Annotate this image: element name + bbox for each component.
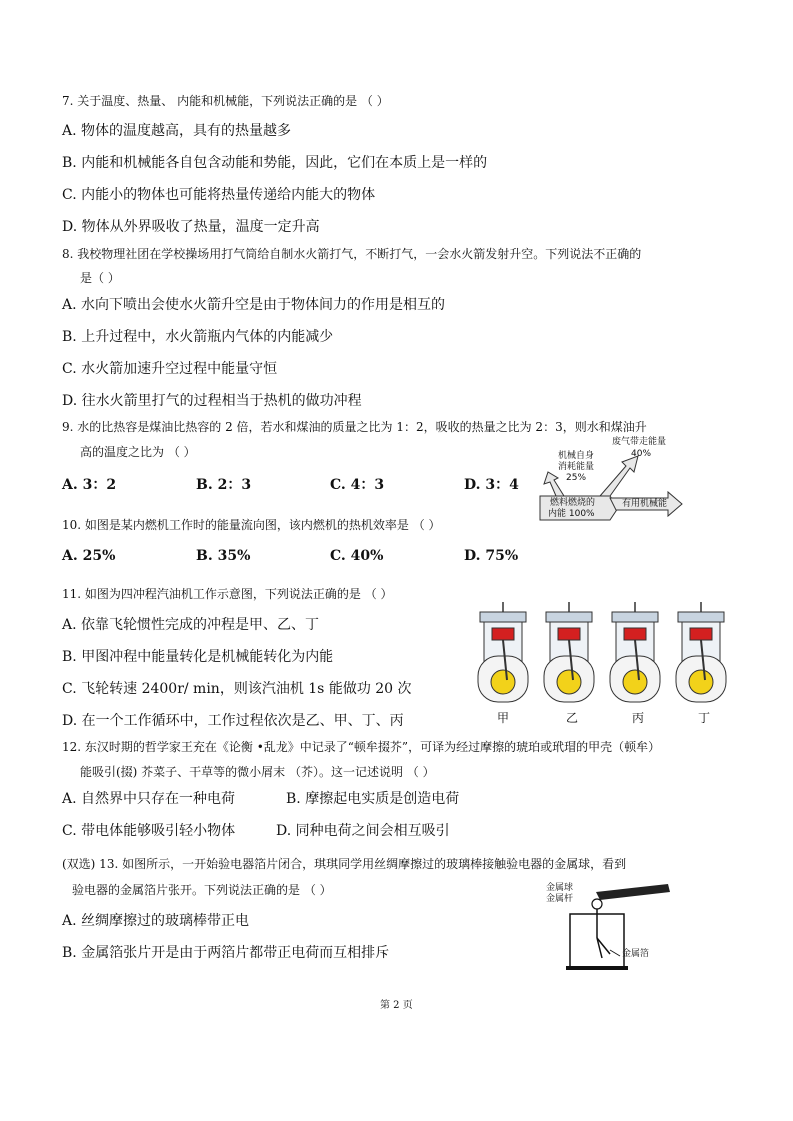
- q12-option-c: C. 带电体能够吸引轻小物体: [62, 823, 236, 839]
- q11-option-d: D. 在一个工作循环中，工作过程依次是乙、甲、丁、丙: [62, 713, 404, 729]
- engine-bing-head: [612, 612, 658, 622]
- engine-bing-flywheel: [623, 670, 647, 694]
- engine-label-ding: 丁: [698, 711, 711, 725]
- q9-stem-line1: 9. 水的比热容是煤油比热容的 2 倍，若水和煤油的质量之比为 1：2，吸收的热量之比为 2：3，则水和煤油升: [62, 420, 647, 434]
- glass-rod: [596, 884, 670, 900]
- fuel-label2: 内能 100%: [548, 509, 595, 519]
- q8-option-a: A. 水向下喷出会使水火箭升空是由于物体间力的作用是相互的: [62, 297, 446, 313]
- q10-option-c: C. 40%: [330, 548, 384, 564]
- exhaust-label: 废气带走能量: [612, 437, 667, 447]
- page-footer: 第 2 页: [380, 1000, 413, 1011]
- engine-cylinders: [470, 600, 735, 708]
- q10-stem: 10. 如图是某内燃机工作时的能量流向图，该内燃机的热机效率是 （ ）: [62, 518, 441, 532]
- engine-yi-flywheel: [557, 670, 581, 694]
- engine-ding-flywheel: [689, 670, 713, 694]
- exhaust-percent: 40%: [631, 449, 652, 459]
- useful-label: 有用机械能: [622, 499, 668, 509]
- q9-option-c: C. 4：3: [330, 477, 385, 493]
- engine-jia-piston: [492, 628, 514, 640]
- q11-stem: 11. 如图为四冲程汽油机工作示意图，下列说法正确的是 （ ）: [62, 587, 393, 601]
- q10-option-d: D. 75%: [464, 548, 519, 564]
- q13-stem-line2: 验电器的金属箔片张开。下列说法正确的是 （ ）: [72, 883, 332, 897]
- q11-option-c: C. 飞轮转速 2400r/ min，则该汽油机 1s 能做功 20 次: [62, 681, 412, 697]
- mech-loss-arrow: [544, 472, 564, 496]
- label-metal-ball: 金属球: [546, 883, 574, 893]
- q8-stem-line1: 8. 我校物理社团在学校操场用打气筒给自制水火箭打气，不断打气，一会水火箭发射升空。下列说法不正确的: [62, 247, 642, 261]
- q8-option-c: C. 水火箭加速升空过程中能量守恒: [62, 361, 278, 377]
- electroscope-base: [566, 966, 628, 970]
- q11-option-b: B. 甲图冲程中能量转化是机械能转化为内能: [62, 649, 334, 665]
- engine-label-bing: 丙: [632, 711, 645, 725]
- q10-option-b: B. 35%: [196, 548, 251, 564]
- q7-stem: 7. 关于温度、热量、 内能和机械能，下列说法正确的是 （ ）: [62, 94, 389, 108]
- q9-option-d: D. 3：4: [464, 477, 519, 493]
- engine-bing-piston: [624, 628, 646, 640]
- engine-yi-piston: [558, 628, 580, 640]
- engine-label-yi: 乙: [566, 711, 579, 725]
- q13-option-b: B. 金属箔张片开是由于两箔片都带正电荷而互相排斥: [62, 945, 390, 961]
- q7-option-b: B. 内能和机械能各自包含动能和势能，因此，它们在本质上是一样的: [62, 155, 488, 171]
- engine-jia-flywheel: [491, 670, 515, 694]
- q10-option-a: A. 25%: [62, 548, 116, 564]
- q8-option-d: D. 往水火箭里打气的过程相当于热机的做功冲程: [62, 393, 362, 409]
- q7-option-a: A. 物体的温度越高，具有的热量越多: [62, 123, 292, 139]
- engine-label-jia: 甲: [497, 711, 510, 725]
- engine-ding-head: [678, 612, 724, 622]
- q9-option-b: B. 2：3: [196, 477, 252, 493]
- engine-ding-piston: [690, 628, 712, 640]
- metal-ball: [592, 899, 602, 909]
- q12-stem-line2: 能吸引(掇) 芥菜子、干草等的微小屑末 （芥）。这一记述说明 （ ）: [80, 765, 435, 779]
- q9-option-a: A. 3：2: [62, 477, 117, 493]
- q9-stem-line2: 高的温度之比为 （ ）: [80, 445, 196, 459]
- label-metal-rod: 金属杆: [546, 894, 574, 904]
- q12-option-d: D. 同种电荷之间会相互吸引: [276, 823, 450, 839]
- q12-option-a: A. 自然界中只存在一种电荷: [62, 791, 236, 807]
- mech-loss-label2: 消耗能量: [558, 462, 595, 472]
- fuel-label1: 燃料燃烧的: [550, 498, 596, 508]
- q8-stem-line2: 是（ ）: [80, 271, 120, 285]
- q13-option-a: A. 丝绸摩擦过的玻璃棒带正电: [62, 913, 250, 929]
- label-metal-foil: 金属箔: [622, 949, 650, 959]
- exhaust-energy-arrow: [600, 456, 638, 496]
- energy-flow-diagram: [530, 432, 690, 528]
- q12-stem-line1: 12. 东汉时期的哲学家王充在《论衡 •乱龙》中记录了“顿牟掇芥”，可译为经过摩擦的琥珀或玳瑁的甲壳（顿牟）: [62, 740, 661, 754]
- q11-option-a: A. 依靠飞轮惯性完成的冲程是甲、乙、丁: [62, 617, 320, 633]
- q12-option-b: B. 摩擦起电实质是创造电荷: [286, 791, 460, 807]
- mech-loss-label1: 机械自身: [558, 451, 595, 461]
- engine-jia-head: [480, 612, 526, 622]
- q8-option-b: B. 上升过程中，水火箭瓶内气体的内能减少: [62, 329, 334, 345]
- leaf-pointer: [610, 950, 620, 956]
- q7-option-c: C. 内能小的物体也可能将热量传递给内能大的物体: [62, 187, 376, 203]
- electroscope-diagram: [540, 880, 690, 972]
- engine-yi-head: [546, 612, 592, 622]
- q13-stem-line1: (双选) 13. 如图所示，一开始验电器箔片闭合，琪琪同学用丝绸摩擦过的玻璃棒接触验电器的金属球，看到: [62, 857, 627, 871]
- engine-diagram: [470, 600, 735, 730]
- mech-loss-percent: 25%: [566, 473, 587, 483]
- q7-option-d: D. 物体从外界吸收了热量，温度一定升高: [62, 219, 320, 235]
